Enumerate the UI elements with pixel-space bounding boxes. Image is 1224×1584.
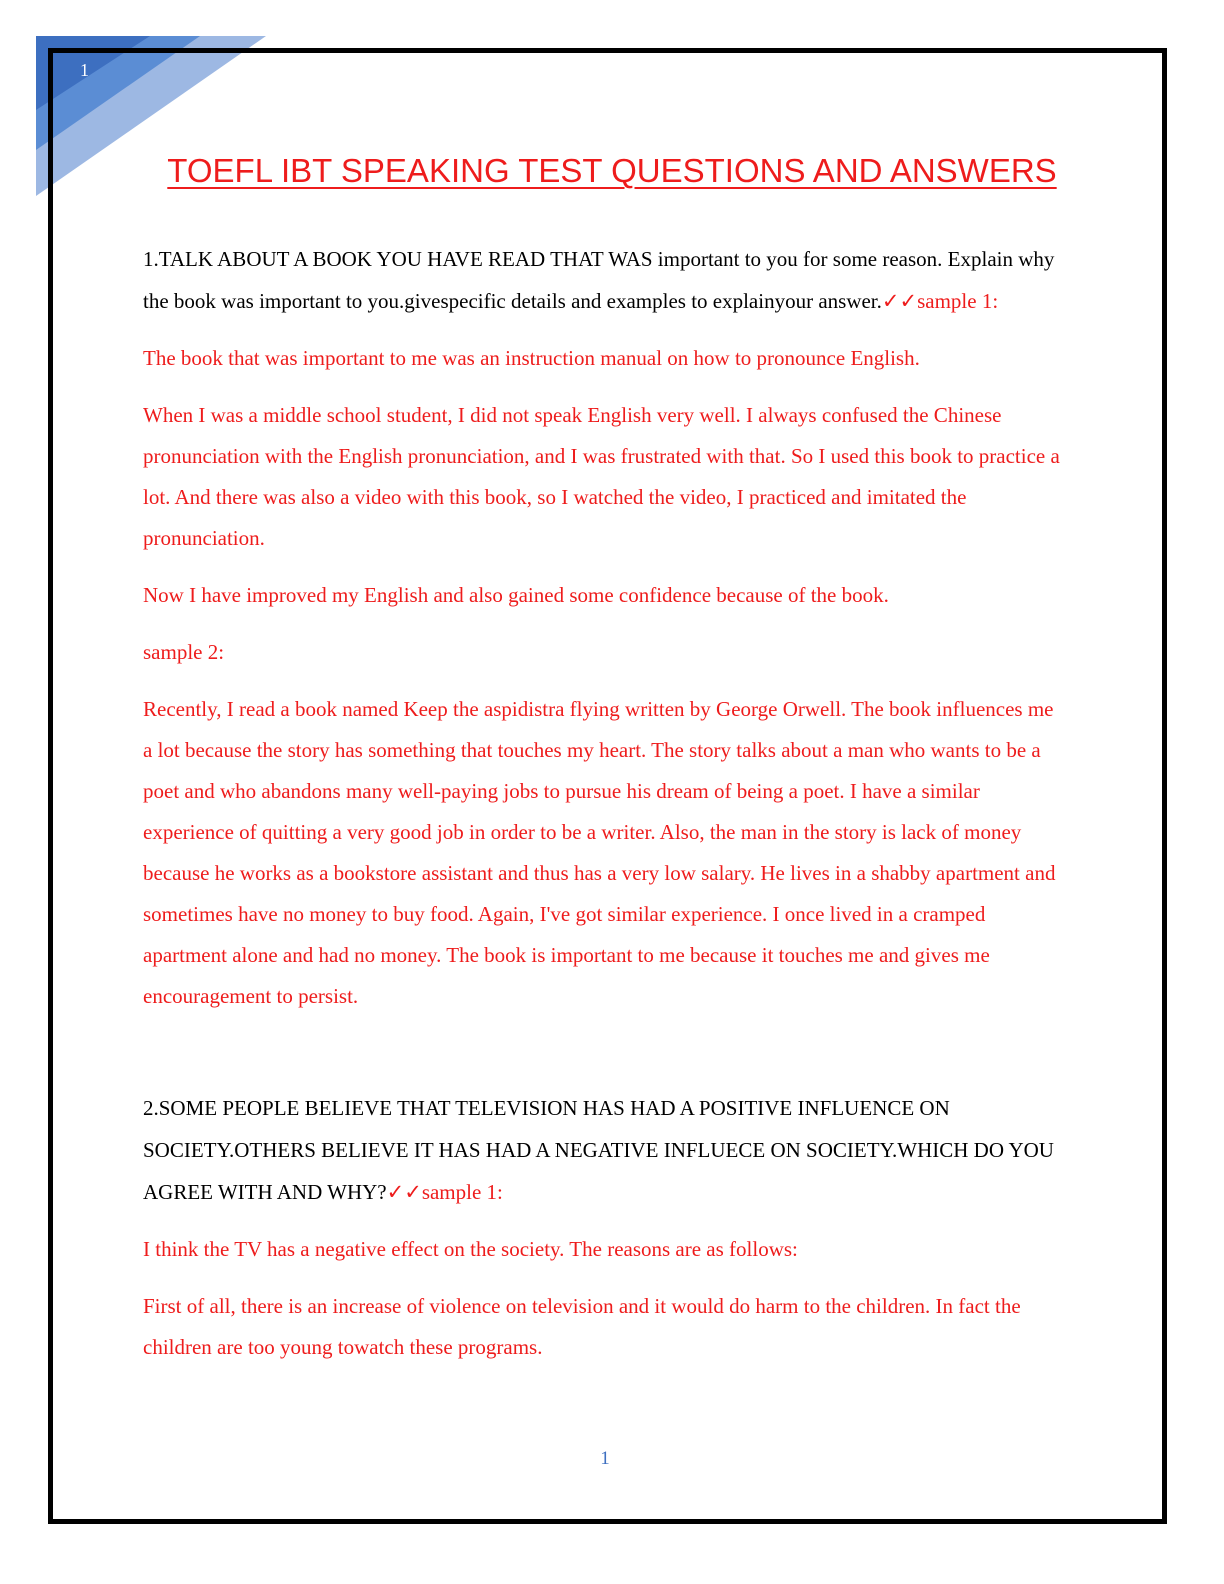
answer-paragraph: When I was a middle school student, I did not speak English very well. I always confused the Chinese pronunciation with the English pronunciation, and I was frustrated with that. So I used this book to practice a lot. And there was also a video with this book, so I watched the video, I practiced and imitated the pronunciation. — [143, 403, 1060, 550]
answer-paragraph: Recently, I read a book named Keep the aspidistra flying written by George Orwell. The book influences me a lot because the story has something that touches my heart. The story talks about a man who wants to be a poet and who abandons many well-paying jobs to pursue his dream of being a poet. I have a similar experience of quitting a very good job in order to be a writer. Also, the man in the story is lack of money because he works as a bookstore assistant and thus has a very low salary. He lives in a shabby apartment and sometimes have no money to buy food. Again, I've got similar experience. I once lived in a cramped apartment alone and had no money. The book is important to me because it touches me and gives me encouragement to persist. — [143, 697, 1056, 1008]
answer-paragraph: First of all, there is an increase of violence on television and it would do harm to the children. In fact the children are too young towatch these programs. — [143, 1294, 1021, 1359]
footer-page-number: 1 — [600, 1448, 610, 1469]
corner-page-number: 1 — [80, 60, 89, 80]
check-marks-icon: ✓✓ — [881, 289, 918, 313]
page-title: TOEFL IBT SPEAKING TEST QUESTIONS AND ANSWERS — [167, 152, 1057, 189]
answer-paragraph: Now I have improved my English and also gained some confidence because of the book. — [143, 583, 889, 607]
answer-paragraph: I think the TV has a negative effect on the society. The reasons are as follows: — [143, 1237, 798, 1261]
sample-label: sample 2: — [143, 640, 225, 664]
question-prompt-text: 2.SOME PEOPLE BELIEVE THAT TELEVISION HAS HAD A POSITIVE INFLUENCE ON SOCIETY.OTHERS BELIEVE IT HAS HAD A NEGATIVE INFLUECE ON SOCIETY.WHICH DO YOU AGREE WITH AND WHY? — [143, 1096, 1054, 1204]
answer-paragraph: The book that was important to me was an instruction manual on how to pronounce English. — [143, 346, 920, 370]
question-1-prompt — [143, 238, 1068, 322]
document-body — [143, 238, 1068, 1368]
check-marks-icon: ✓✓ — [386, 1180, 422, 1204]
sample-label: sample 1: — [421, 1180, 503, 1204]
question-prompt-text: 1.TALK ABOUT A BOOK YOU HAVE READ THAT WAS important to you for some reason. Explain why the book was important to you.givespecific details and examples to explainyour answer. — [143, 247, 1055, 313]
question-2-prompt — [143, 1087, 1068, 1213]
sample-label: sample 1: — [917, 289, 999, 313]
